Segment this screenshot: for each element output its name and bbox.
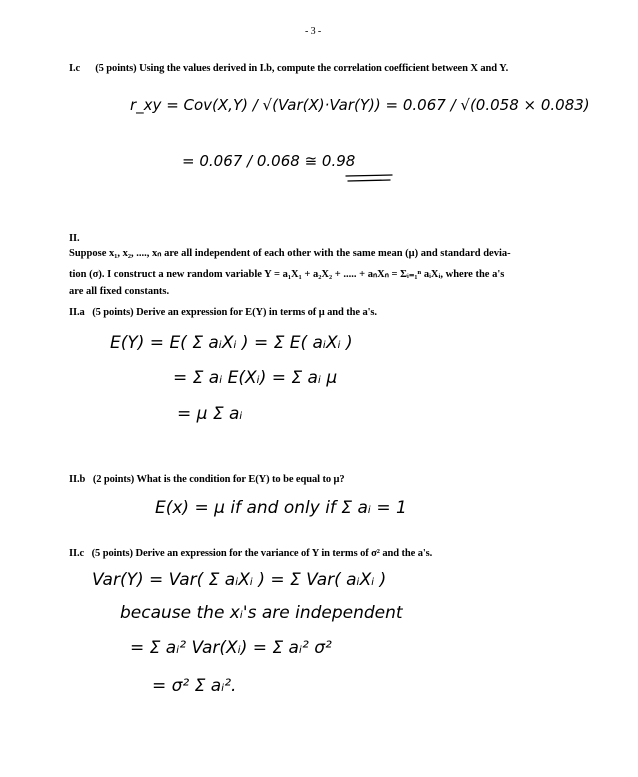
question-II-intro-line-2: tion (σ). I construct a new random variable Y = a₁X₁ + a₂X₂ + ..... + aₙXₙ = Σᵢ₌₁ⁿ aᵢXᵢ, where the a's (69, 269, 505, 280)
answer-IIc-line-2: because the xᵢ's are independent (120, 603, 403, 623)
answer-IIa-line-2: = Σ aᵢ E(Xᵢ) = Σ aᵢ μ (173, 368, 338, 388)
question-II-intro-line-3: are all fixed constants. (69, 286, 170, 297)
question-IIb-points: (2 points) (92, 474, 135, 485)
question-Ic-points: (5 points) (95, 63, 137, 74)
question-IIb-prompt: What is the condition for E(Y) to be equal to μ? (136, 474, 345, 485)
question-II-heading: II. (69, 233, 80, 244)
answer-Ic-line-1: r_xy = Cov(X,Y) / √(Var(X)·Var(Y)) = 0.067 / √(0.058 × 0.083) (130, 96, 590, 114)
answer-IIb-line-1: E(x) = μ if and only if Σ aᵢ = 1 (155, 498, 407, 518)
question-IIa-prompt: Derive an expression for E(Y) in terms of μ and the a's. (136, 307, 377, 318)
answer-IIc-line-3: = Σ aᵢ² Var(Xᵢ) = Σ aᵢ² σ² (130, 638, 332, 658)
question-IIa-heading: II.a (69, 307, 85, 318)
question-IIb-heading: II.b (69, 474, 86, 485)
question-Ic-heading: I.c (69, 63, 81, 74)
answer-IIc-line-1: Var(Y) = Var( Σ aᵢXᵢ ) = Σ Var( aᵢXᵢ ) (92, 570, 387, 590)
question-IIc-prompt: Derive an expression for the variance of Y in terms of σ² and the a's. (135, 548, 433, 559)
underline-final-answer-2 (348, 180, 390, 181)
underline-final-answer-1 (346, 175, 392, 176)
answer-IIa-line-1: E(Y) = E( Σ aᵢXᵢ ) = Σ E( aᵢXᵢ ) (110, 333, 353, 353)
question-Ic-prompt: Using the values derived in I.b, compute the correlation coefficient between X and Y. (139, 63, 509, 74)
question-IIc-heading: II.c (69, 548, 85, 559)
question-IIc-points: (5 points) (91, 548, 133, 559)
answer-Ic-line-2: = 0.067 / 0.068 ≅ 0.98 (182, 152, 356, 170)
answer-IIa-line-3: = μ Σ aᵢ (177, 404, 243, 424)
page-number: - 3 - (305, 26, 322, 37)
answer-IIc-line-4: = σ² Σ aᵢ². (152, 676, 237, 696)
question-IIa-points: (5 points) (92, 307, 134, 318)
question-II-intro-line-1: Suppose x₁, x₂, ...., xₙ are all independent of each other with the same mean (μ) and standard devia- (69, 248, 511, 259)
